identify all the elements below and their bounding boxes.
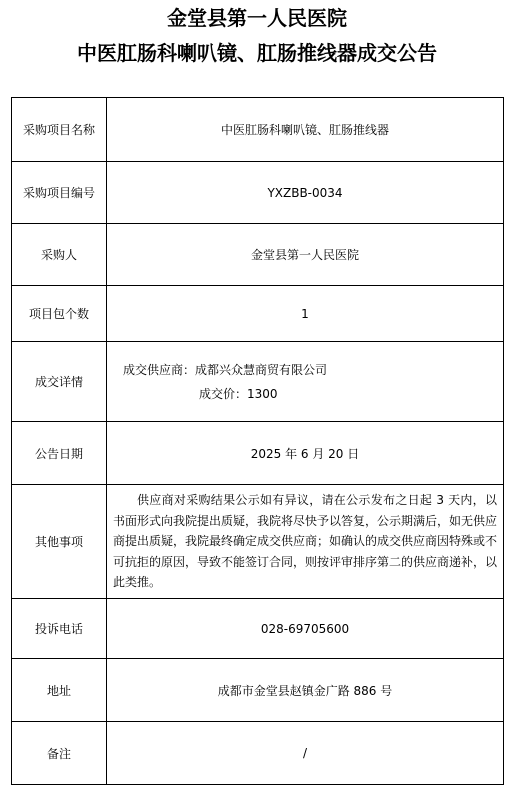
hospital-name: 金堂县第一人民医院 xyxy=(167,6,347,30)
notice-table xyxy=(11,97,504,785)
value-purchaser: 金堂县第一人民医院 xyxy=(107,224,504,286)
value-deal xyxy=(107,342,504,422)
deal-supplier: 成交供应商：成都兴众慧商贸有限公司 xyxy=(123,362,328,377)
row-project-name xyxy=(12,98,504,162)
value-date: 2025 年 6 月 20 日 xyxy=(107,422,504,485)
label-date: 公告日期 xyxy=(12,422,107,485)
label-purchaser: 采购人 xyxy=(12,224,107,286)
label-other: 其他事项 xyxy=(12,485,107,599)
row-remarks xyxy=(12,722,504,785)
label-project-code: 采购项目编号 xyxy=(12,162,107,224)
other-text: 供应商对采购结果公示如有异议，请在公示发布之日起 3 天内，以书面形式向我院提出质疑，我院将尽快予以答复，公示期满后，如无供应商提出质疑，我院最终确定成交供应商；如确认的成交供应商因特殊或不可抗拒的原因，导致不能签订合同，则按评审排序第二的供应商递补，以此类推。 xyxy=(113,493,498,590)
deal-price: 成交价：1300 xyxy=(199,386,278,401)
value-remarks: / xyxy=(107,722,504,785)
row-other xyxy=(12,485,504,599)
label-deal: 成交详情 xyxy=(12,342,107,422)
row-purchaser xyxy=(12,224,504,286)
label-remarks: 备注 xyxy=(12,722,107,785)
row-date xyxy=(12,422,504,485)
value-project-code: YXZBB-0034 xyxy=(107,162,504,224)
label-project-name: 采购项目名称 xyxy=(12,98,107,162)
notice-title: 中医肛肠科喇叭镜、肛肠推线器成交公告 xyxy=(77,41,437,65)
row-package-count xyxy=(12,286,504,342)
row-phone xyxy=(12,599,504,659)
value-address: 成都市金堂县赵镇金广路 886 号 xyxy=(107,659,504,722)
row-deal xyxy=(12,342,504,422)
value-other xyxy=(107,485,504,599)
value-package-count: 1 xyxy=(107,286,504,342)
label-package-count: 项目包个数 xyxy=(12,286,107,342)
row-address xyxy=(12,659,504,722)
value-project-name: 中医肛肠科喇叭镜、肛肠推线器 xyxy=(107,98,504,162)
value-phone: 028-69705600 xyxy=(107,599,504,659)
row-project-code xyxy=(12,162,504,224)
label-phone: 投诉电话 xyxy=(12,599,107,659)
label-address: 地址 xyxy=(12,659,107,722)
